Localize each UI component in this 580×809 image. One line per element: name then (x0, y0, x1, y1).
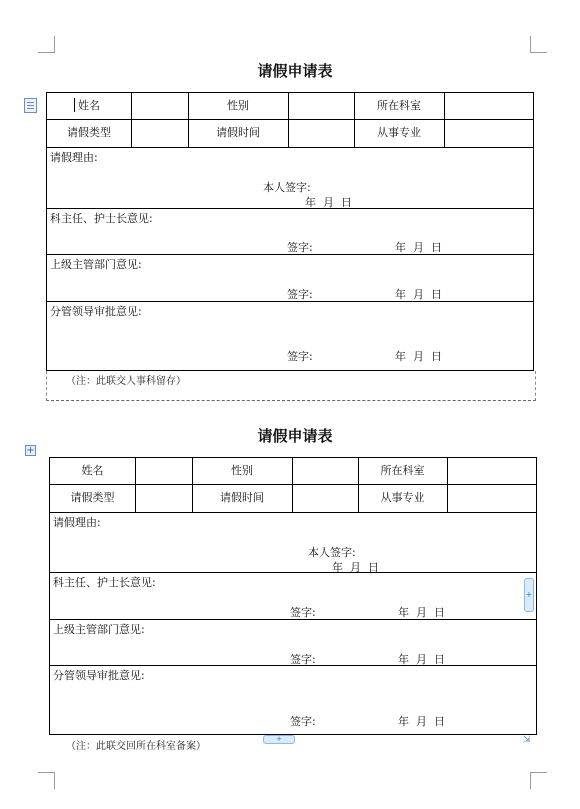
sign-label: 签字: (287, 350, 313, 363)
form-note: （注：此联交回所在科室备案） (66, 741, 206, 752)
date-text: 年 月 日 (398, 653, 445, 666)
date-text: 年 月 日 (305, 196, 352, 209)
major-label: 从事专业 (380, 491, 425, 504)
gender-field[interactable] (292, 458, 358, 484)
column-insert-icon[interactable]: + (263, 735, 295, 744)
leave-form-table (49, 457, 537, 735)
table-resize-icon[interactable]: ⇲ (523, 735, 531, 745)
date-text: 年 月 日 (332, 561, 379, 574)
reason-label: 请假理由: (53, 516, 101, 529)
gender-field[interactable] (288, 93, 354, 119)
date-text: 年 月 日 (398, 606, 445, 619)
leave-time-label: 请假时间 (216, 126, 260, 139)
row-insert-icon[interactable]: + (524, 578, 534, 612)
sign-label: 签字: (290, 606, 316, 619)
form-title: 请假申请表 (257, 427, 333, 445)
document-icon[interactable] (24, 98, 37, 113)
gender-label: 性别 (231, 464, 253, 477)
page-corner-mark (38, 36, 55, 53)
department-label: 所在科室 (380, 464, 425, 477)
name-field[interactable] (135, 458, 192, 484)
leave-form-table (46, 92, 534, 371)
major-label: 从事专业 (377, 126, 421, 139)
page-corner-mark (530, 36, 547, 53)
leader-approval-label: 分管领导审批意见: (50, 305, 142, 318)
applicant-sign-label: 本人签字: (308, 546, 356, 559)
name-field[interactable] (131, 93, 188, 119)
sign-label: 签字: (287, 288, 313, 301)
form-note: （注：此联交人事科留存） (66, 376, 186, 387)
name-label: 姓名 (81, 464, 104, 477)
leader-approval-label: 分管领导审批意见: (53, 669, 145, 682)
superior-opinion-label: 上级主管部门意见: (50, 258, 142, 271)
head-nurse-opinion-label: 科主任、护士长意见: (50, 212, 153, 225)
date-text: 年 月 日 (398, 715, 445, 728)
head-nurse-opinion-label: 科主任、护士长意见: (53, 576, 156, 589)
page-corner-mark (38, 772, 55, 789)
sign-label: 签字: (290, 715, 316, 728)
superior-opinion-label: 上级主管部门意见: (53, 623, 145, 636)
major-field[interactable] (444, 119, 533, 145)
page-corner-mark (530, 772, 547, 789)
date-text: 年 月 日 (395, 288, 442, 301)
date-text: 年 月 日 (395, 350, 442, 363)
date-text: 年 月 日 (395, 241, 442, 254)
sign-label: 签字: (287, 241, 313, 254)
gender-label: 性别 (227, 99, 249, 112)
department-field[interactable] (447, 458, 536, 484)
sign-label: 签字: (290, 653, 316, 666)
table-move-handle-icon[interactable]: + (26, 445, 35, 456)
name-label: 姓名 (78, 99, 100, 112)
leave-type-label: 请假类型 (70, 491, 115, 504)
applicant-sign-label: 本人签字: (263, 181, 311, 194)
leave-type-label: 请假类型 (67, 126, 111, 139)
department-label: 所在科室 (377, 99, 421, 112)
reason-label: 请假理由: (50, 151, 98, 164)
major-field[interactable] (447, 484, 536, 510)
leave-time-label: 请假时间 (220, 491, 264, 504)
leave-type-field[interactable] (131, 119, 188, 145)
leave-time-field[interactable] (292, 484, 358, 510)
department-field[interactable] (444, 93, 533, 119)
leave-time-field[interactable] (288, 119, 354, 145)
leave-type-field[interactable] (135, 484, 192, 510)
form-title: 请假申请表 (257, 62, 333, 80)
